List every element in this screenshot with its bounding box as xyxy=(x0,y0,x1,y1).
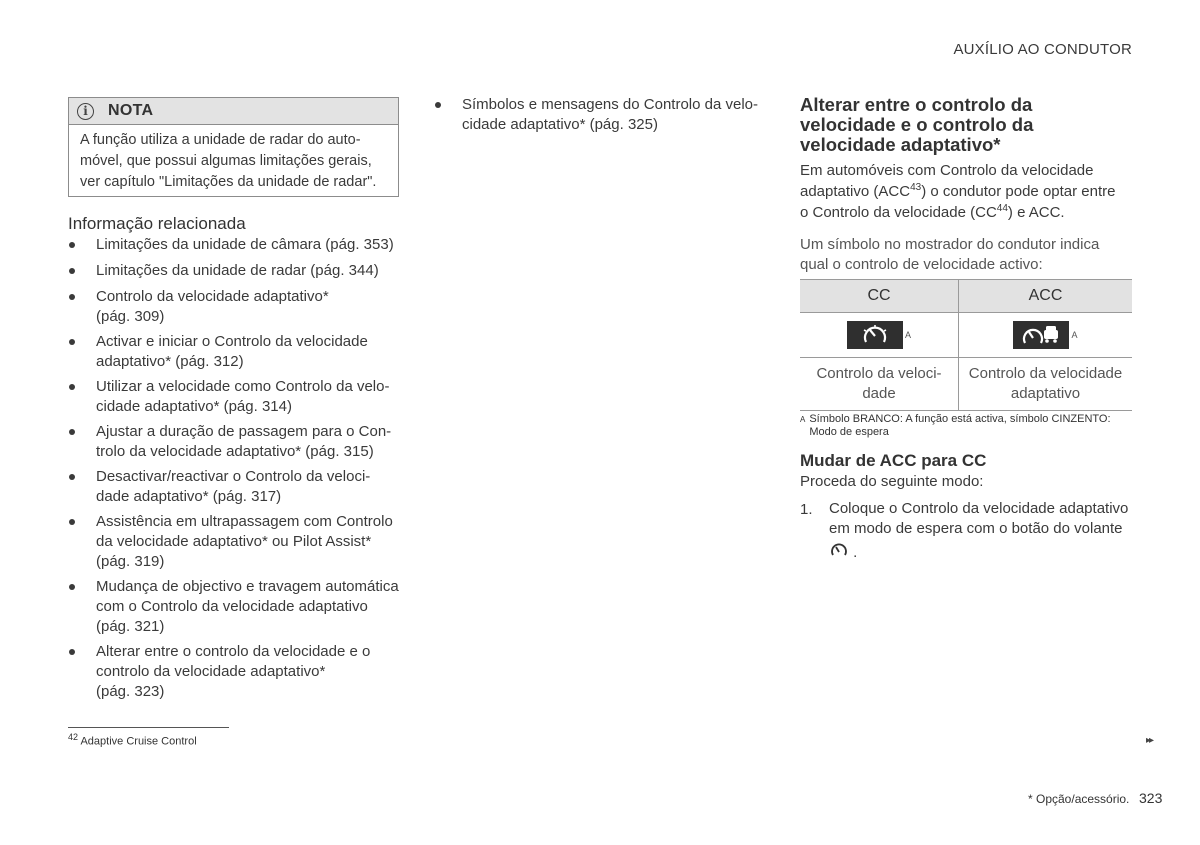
section-title-line: velocidade adaptativo* xyxy=(800,134,1001,155)
table-footnote-line: Modo de espera xyxy=(809,426,889,438)
symbol-paragraph xyxy=(800,235,1140,275)
step-line: Coloque o Controlo da velocidade adaptativo xyxy=(829,500,1129,517)
table-marker: A xyxy=(904,330,911,340)
table-footnote-marker: A xyxy=(800,415,806,424)
footnote xyxy=(68,732,197,748)
related-link-text: (pág. 309) xyxy=(96,308,165,325)
related-info-list xyxy=(68,235,408,702)
related-link-text: trolo da velocidade adaptativo* (pág. 315) xyxy=(96,443,374,460)
footnote-number: 42 xyxy=(68,732,79,742)
related-link[interactable] xyxy=(68,467,408,507)
related-link[interactable] xyxy=(68,332,408,372)
page-number: 323 xyxy=(1139,790,1163,806)
note-title: NOTA xyxy=(108,102,154,119)
related-link[interactable] xyxy=(68,422,408,462)
subsection-title: Mudar de ACC para CC xyxy=(800,451,987,470)
related-link[interactable] xyxy=(68,287,408,327)
related-link[interactable] xyxy=(68,642,408,702)
related-link-text: Mudança de objectivo e travagem automática xyxy=(96,578,399,595)
step-line: em modo de espera com o botão do volante xyxy=(829,520,1123,537)
note-box xyxy=(68,97,399,197)
table-icon-cell-acc xyxy=(959,313,1133,358)
intro-paragraph xyxy=(800,160,1140,223)
table-header-acc: ACC xyxy=(959,280,1133,313)
step-end: . xyxy=(853,543,858,561)
related-link-text: cidade adaptativo* (pág. 325) xyxy=(462,116,658,133)
intro-line: o Controlo da velocidade (CC$^{44}$) e ACC. xyxy=(800,203,1065,221)
related-link-text: cidade adaptativo* (pág. 314) xyxy=(96,398,292,415)
related-link-text: (pág. 319) xyxy=(96,553,165,570)
related-link-text: Limitações da unidade de radar (pág. 344) xyxy=(96,262,379,279)
continue-arrows-icon: ▸▸ xyxy=(1146,735,1153,746)
related-link-text: Limitações da unidade de câmara (pág. 353) xyxy=(96,236,394,253)
related-link[interactable] xyxy=(68,261,408,281)
intro-line: Em automóveis com Controlo da velocidade xyxy=(800,162,1094,179)
intro-line: adaptativo (ACC$^{43}$) o condutor pode optar entre xyxy=(800,182,1116,200)
note-line: A função utiliza a unidade de radar do auto- xyxy=(80,132,361,148)
related-link-text: dade adaptativo* (pág. 317) xyxy=(96,488,282,505)
related-link-text: Activar e iniciar o Controlo da velocidade xyxy=(96,333,368,350)
related-link[interactable] xyxy=(434,95,774,135)
chapter-header: AUXÍLIO AO CONDUTOR xyxy=(953,41,1132,58)
footnote-ref[interactable]: 44 xyxy=(996,203,1008,214)
related-link-text: Assistência em ultrapassagem com Controlo xyxy=(96,513,393,530)
table-header-cc: CC xyxy=(800,280,959,313)
related-link-text: adaptativo* (pág. 312) xyxy=(96,353,244,370)
cc-acc-table xyxy=(800,279,1132,411)
footnote-text: Adaptive Cruise Control xyxy=(80,735,197,748)
symbol-line: qual o controlo de velocidade activo: xyxy=(800,256,1043,273)
related-link-text: da velocidade adaptativo* ou Pilot Assist* xyxy=(96,533,372,550)
adaptive-cruise-control-icon xyxy=(1013,321,1069,349)
related-link-text: Utilizar a velocidade como Controlo da velo- xyxy=(96,378,390,395)
footnote-rule xyxy=(68,727,229,728)
step-1 xyxy=(800,499,1135,564)
footnote-ref[interactable]: 43 xyxy=(910,182,922,193)
subsection-intro: Proceda do seguinte modo: xyxy=(800,473,984,490)
option-note: * Opção/acessório. xyxy=(1028,792,1130,806)
table-desc-cc: Controlo da veloci- dade xyxy=(800,358,959,411)
step-number: 1. xyxy=(800,501,813,518)
cruise-control-icon xyxy=(847,321,903,349)
section-title-line: Alterar entre o controlo da xyxy=(800,94,1033,115)
related-link[interactable] xyxy=(68,577,408,637)
symbol-line: Um símbolo no mostrador do condutor indica xyxy=(800,236,1100,253)
related-link[interactable] xyxy=(68,512,408,572)
info-icon: i xyxy=(77,103,94,120)
related-link-text: controlo da velocidade adaptativo* xyxy=(96,663,326,680)
related-link-text: (pág. 321) xyxy=(96,618,165,635)
table-footnote xyxy=(800,413,1130,439)
note-body xyxy=(69,125,398,193)
related-link-text: (pág. 323) xyxy=(96,683,165,700)
steering-wheel-cruise-icon xyxy=(829,542,849,564)
section-title-line: velocidade e o controlo da xyxy=(800,114,1034,135)
table-icon-cell-cc xyxy=(800,313,959,358)
related-info-title: Informação relacionada xyxy=(68,214,246,233)
related-link-text: com o Controlo da velocidade adaptativo xyxy=(96,598,368,615)
note-header xyxy=(69,98,398,125)
related-link-text: Alterar entre o controlo da velocidade e o xyxy=(96,643,371,660)
table-marker: A xyxy=(1071,330,1078,340)
table-desc-acc: Controlo da velocidade adaptativo xyxy=(959,358,1133,411)
related-link-text: Controlo da velocidade adaptativo* xyxy=(96,288,329,305)
note-line: ver capítulo "Limitações da unidade de radar". xyxy=(80,174,377,190)
related-link[interactable] xyxy=(68,235,408,255)
related-link-text: Símbolos e mensagens do Controlo da velo- xyxy=(462,96,759,113)
section-title xyxy=(800,95,1100,155)
related-link[interactable] xyxy=(68,377,408,417)
related-link-text: Desactivar/reactivar o Controlo da veloci- xyxy=(96,468,371,485)
middle-related-list xyxy=(434,95,774,135)
table-footnote-line: Símbolo BRANCO: A função está activa, símbolo CINZENTO: xyxy=(809,413,1111,425)
related-link-text: Ajustar a duração de passagem para o Con- xyxy=(96,423,392,440)
note-line: móvel, que possui algumas limitações gerais, xyxy=(80,153,372,169)
